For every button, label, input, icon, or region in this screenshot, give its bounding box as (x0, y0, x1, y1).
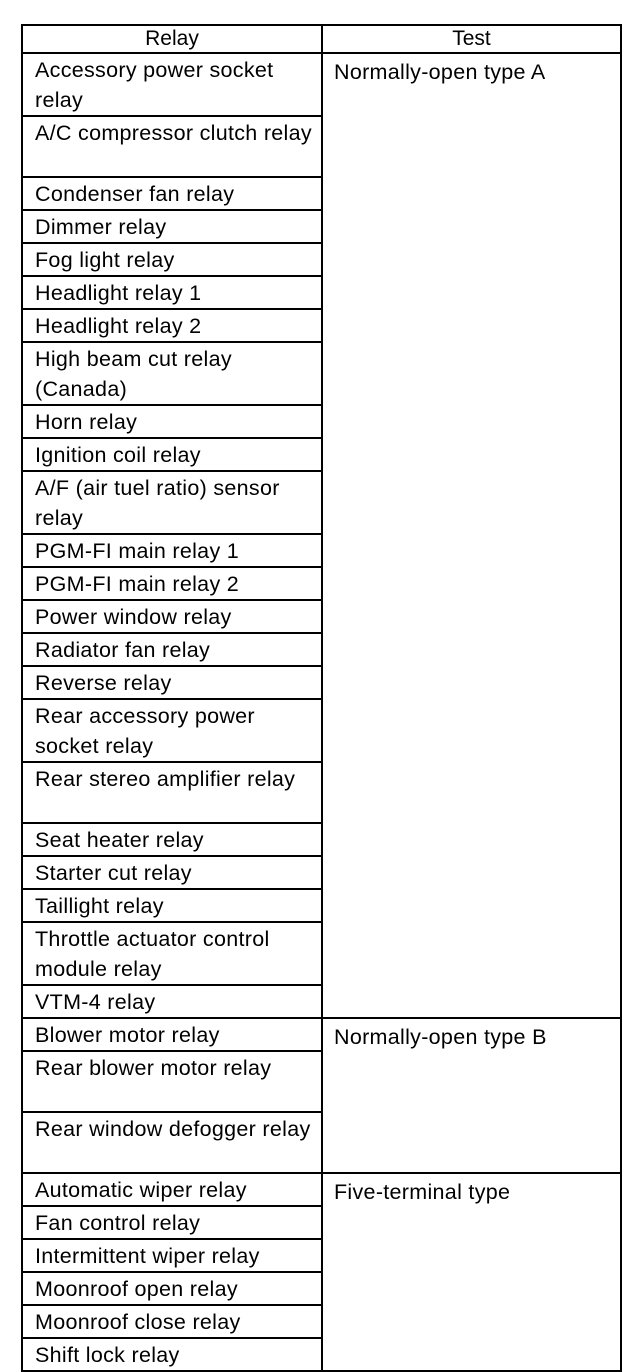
relay-name: Fan control relay (22, 1206, 322, 1239)
relay-name: Throttle actuator control module relay (22, 922, 322, 985)
relay-name: VTM-4 relay (22, 985, 322, 1018)
relay-name: Fog light relay (22, 243, 322, 276)
relay-name: Rear accessory power socket relay (22, 699, 322, 762)
relay-name: Rear window defogger relay (22, 1112, 322, 1173)
table-row (22, 1018, 621, 1051)
relay-name: Rear blower motor relay (22, 1051, 322, 1112)
test-type: Five-terminal type (322, 1173, 621, 1371)
relay-name: Reverse relay (22, 666, 322, 699)
relay-name: Automatic wiper relay (22, 1173, 322, 1206)
table-row (22, 53, 621, 116)
table-row (22, 1173, 621, 1206)
relay-name: Ignition coil relay (22, 438, 322, 471)
relay-column-header: Relay (22, 25, 322, 53)
relay-name: Moonroof close relay (22, 1305, 322, 1338)
header-row (22, 25, 621, 53)
relay-name: PGM-FI main relay 2 (22, 567, 322, 600)
relay-name: Power window relay (22, 600, 322, 633)
relay-name: Radiator fan relay (22, 633, 322, 666)
table-body (22, 53, 621, 1371)
relay-name: Intermittent wiper relay (22, 1239, 322, 1272)
relay-name: Dimmer relay (22, 210, 322, 243)
relay-name: Rear stereo amplifier relay (22, 762, 322, 823)
relay-name: Headlight relay 2 (22, 309, 322, 342)
relay-name: Horn relay (22, 405, 322, 438)
relay-name: Blower motor relay (22, 1018, 322, 1051)
relay-name: Condenser fan relay (22, 177, 322, 210)
test-type: Normally-open type B (322, 1018, 621, 1173)
relay-name: Seat heater relay (22, 823, 322, 856)
relay-name: PGM-FI main relay 1 (22, 534, 322, 567)
relay-test-table (21, 24, 622, 1372)
relay-name: Accessory power socket relay (22, 53, 322, 116)
relay-name: High beam cut relay (Canada) (22, 342, 322, 405)
relay-name: A/F (air tuel ratio) sensor relay (22, 471, 322, 534)
relay-name: Starter cut relay (22, 856, 322, 889)
test-column-header: Test (322, 25, 621, 53)
relay-name: Taillight relay (22, 889, 322, 922)
relay-name: Headlight relay 1 (22, 276, 322, 309)
relay-name: Shift lock relay (22, 1338, 322, 1371)
table-header (22, 25, 621, 53)
relay-name: A/C compressor clutch relay (22, 116, 322, 177)
test-type: Normally-open type A (322, 53, 621, 1018)
relay-name: Moonroof open relay (22, 1272, 322, 1305)
